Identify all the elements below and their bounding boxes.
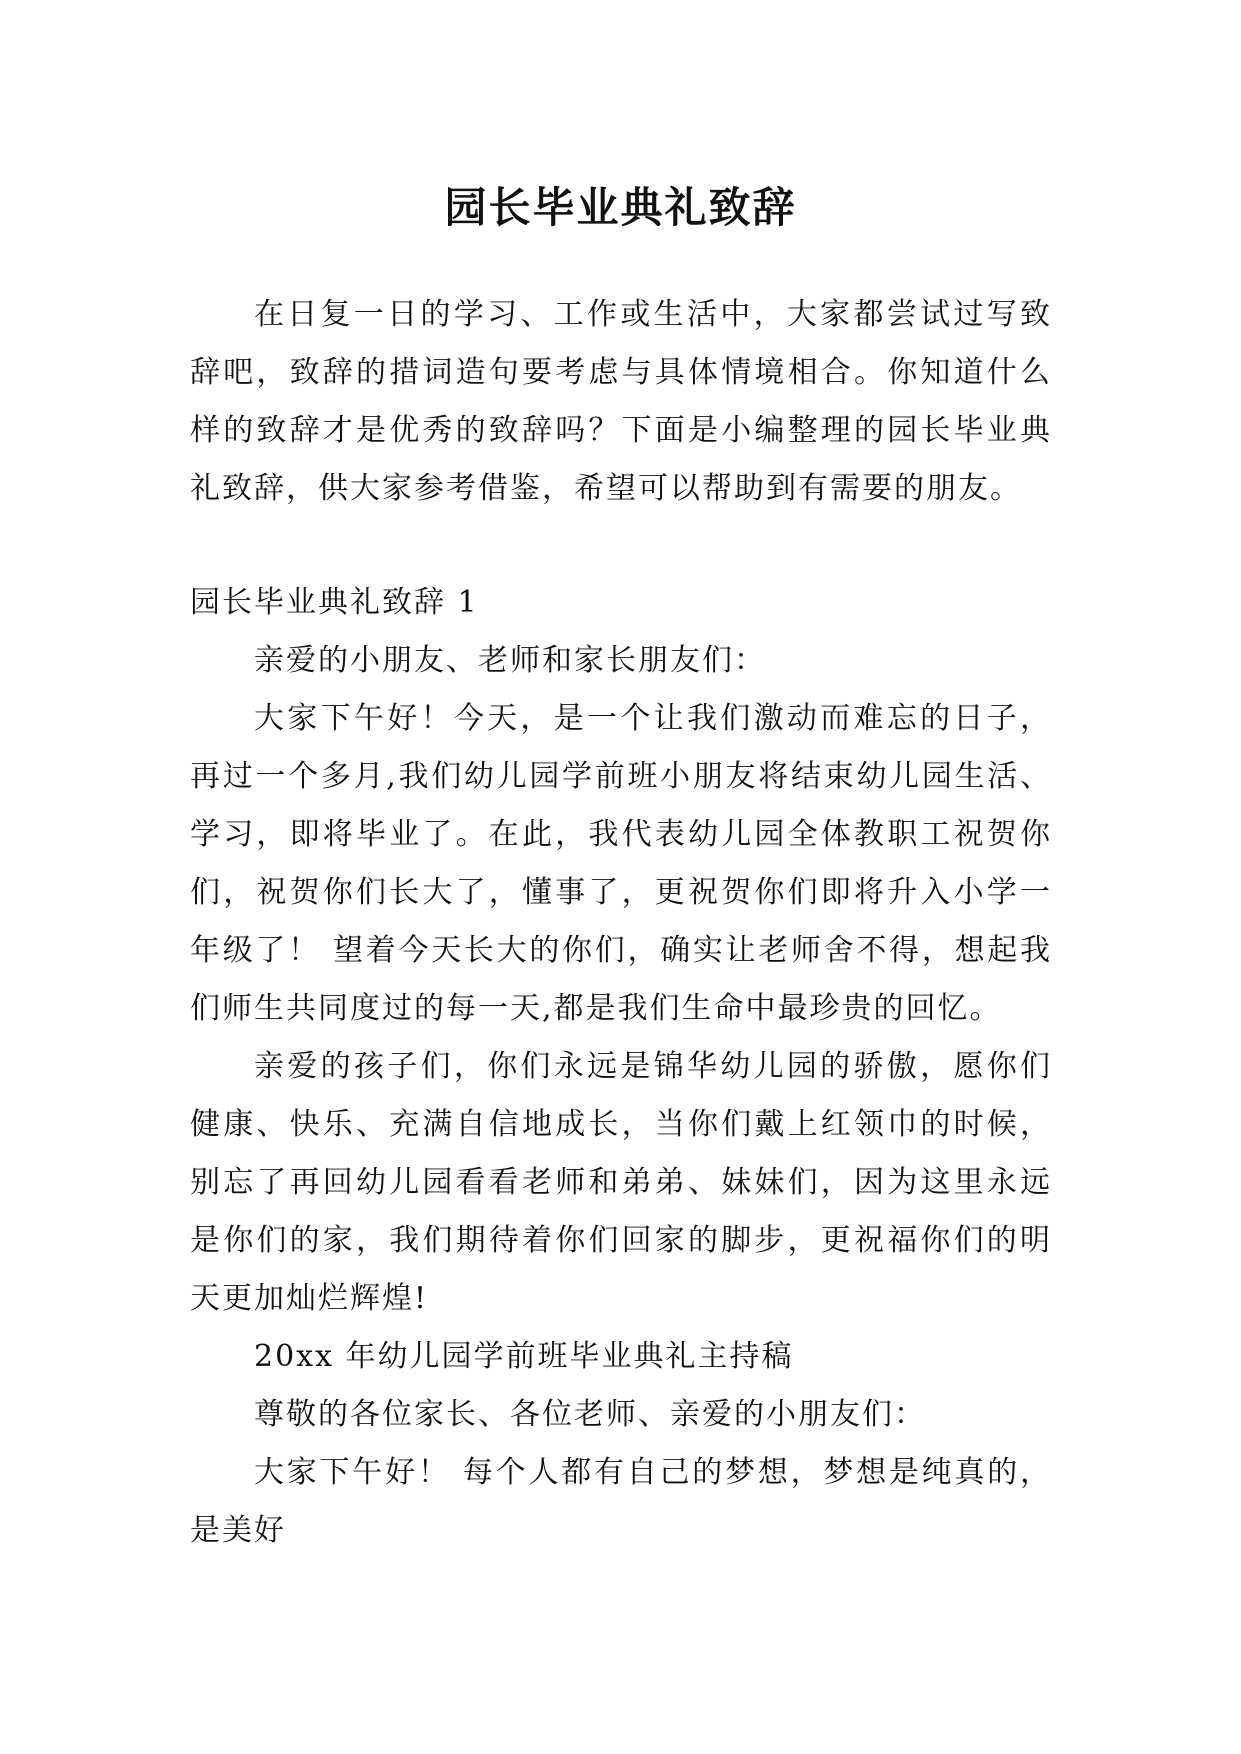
intro-block bbox=[190, 286, 1052, 518]
document-title: 园长毕业典礼致辞 bbox=[444, 183, 797, 233]
subheading-host-script: 20xx 年幼儿园学前班毕业典礼主持稿 bbox=[254, 1339, 794, 1374]
paragraph-dream: 大家下午好！ 每个人都有自己的梦想，梦想是纯真的，是美好 bbox=[190, 1455, 1052, 1548]
salutation: 亲爱的小朋友、老师和家长朋友们： bbox=[254, 643, 766, 678]
paragraph-children: 亲爱的孩子们，你们永远是锦华幼儿园的骄傲，愿你们健康、快乐、充满自信地成长，当你们戴上红领巾的时候，别忘了再回幼儿园看看老师和弟弟、妹妹们，因为这里永远是你们的家，我们期待着你们回家的脚步，更祝福你们的明天更加灿烂辉煌! bbox=[190, 1049, 1052, 1316]
section-heading: 园长毕业典礼致辞 1 bbox=[190, 585, 479, 620]
salutation-2: 尊敬的各位家长、各位老师、亲爱的小朋友们： bbox=[254, 1397, 926, 1432]
paragraph-greeting: 大家下午好！今天，是一个让我们激动而难忘的日子，再过一个多月,我们幼儿园学前班小朋友将结束幼儿园生活、学习，即将毕业了。在此，我代表幼儿园全体教职工祝贺你们，祝贺你们长大了，懂事了，更祝贺你们即将升入小学一年级了！ 望着今天长大的你们，确实让老师舍不得，想起我们师生共同度过的每一天,都是我们生命中最珍贵的回忆。 bbox=[190, 701, 1052, 1026]
main-content bbox=[190, 574, 1052, 1560]
intro-paragraph: 在日复一日的学习、工作或生活中，大家都尝试过写致辞吧，致辞的措词造句要考虑与具体情境相合。你知道什么样的致辞才是优秀的致辞吗？下面是小编整理的园长毕业典礼致辞，供大家参考借鉴，希望可以帮助到有需要的朋友。 bbox=[190, 297, 1052, 506]
